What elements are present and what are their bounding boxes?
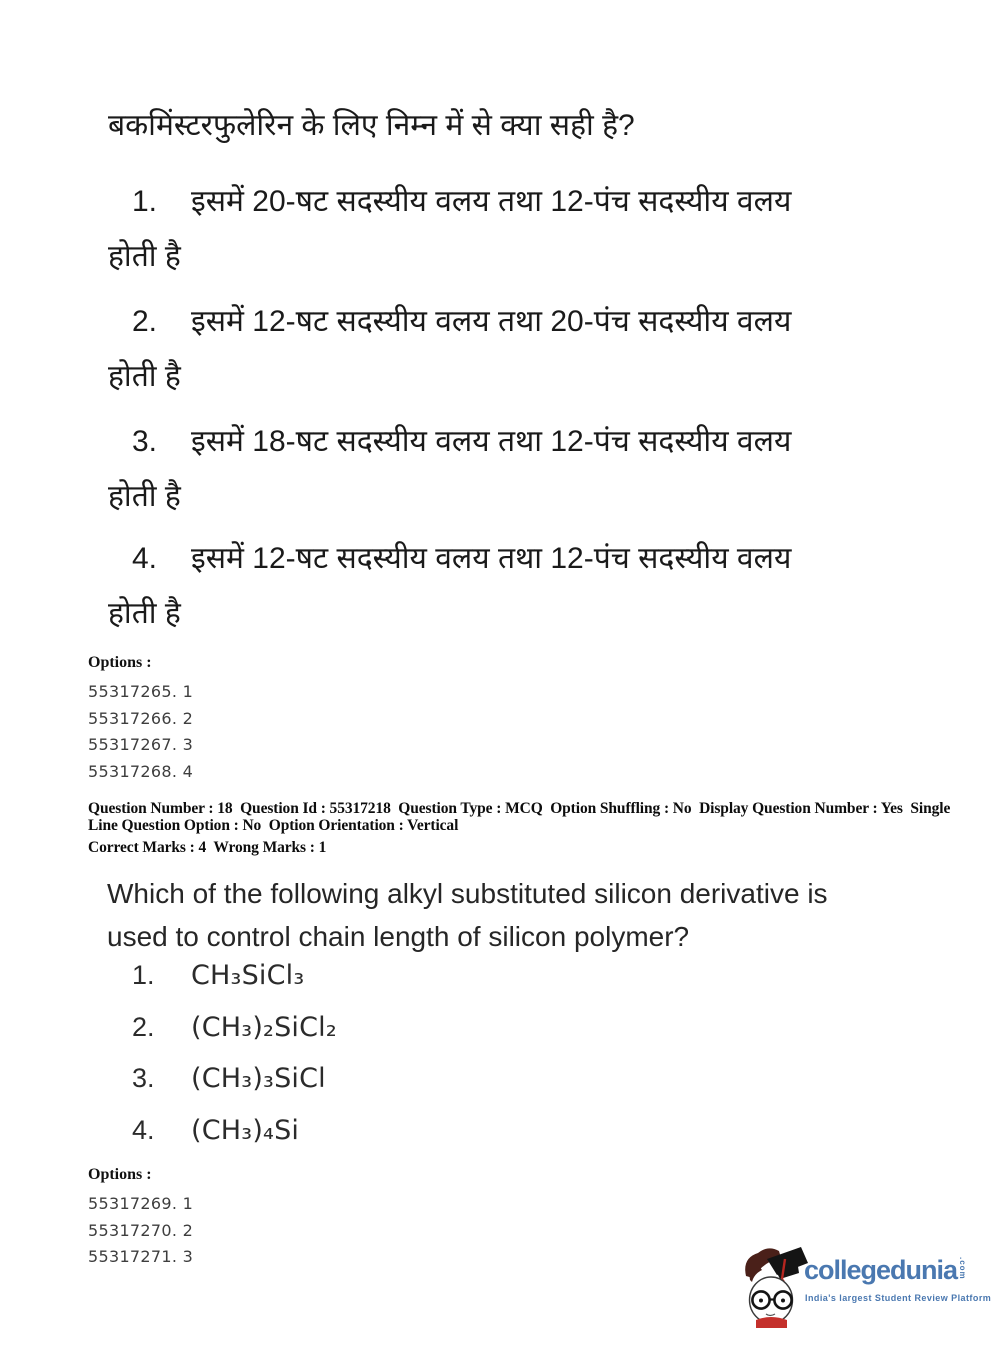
collegedunia-mascot-icon (742, 1244, 808, 1328)
option-text-continued: होती है (108, 480, 181, 513)
option-number: 2. (132, 1011, 155, 1042)
q18-option-4 (108, 1115, 608, 1167)
option-number: 1. (132, 185, 158, 218)
option-number: 4. (132, 542, 158, 575)
q17-option-1 (108, 182, 878, 277)
q18-option-3 (108, 1063, 608, 1115)
metadata-line: Line Question Option : No Option Orientation : Vertical (88, 816, 459, 834)
collegedunia-logo (742, 1244, 992, 1332)
option-text: इसमें 12-षट सदस्यीय वलय तथा 20-पंच सदस्यीय वलय (191, 305, 792, 338)
collegedunia-wordmark: collegedunia (804, 1255, 958, 1285)
chemical-formula: CH₃SiCl₃ (191, 960, 305, 991)
question-line: used to control chain length of silicon polymer? (107, 921, 690, 952)
collegedunia-dotcom-suffix: .com (958, 1257, 968, 1280)
option-id: 55317267. 3 (88, 735, 194, 754)
option-id: 55317271. 3 (88, 1247, 194, 1266)
option-text: इसमें 20-षट सदस्यीय वलय तथा 12-पंच सदस्यीय वलय (191, 185, 792, 218)
question-line: Which of the following alkyl substituted silicon derivative is (107, 878, 828, 909)
question-17-text: बकमिंस्टरफुलेरिन के लिए निम्न में से क्या सही है? (108, 109, 635, 142)
question-18-metadata (88, 801, 968, 857)
q17-option-3 (108, 422, 878, 517)
metadata-marks-line: Correct Marks : 4 Wrong Marks : 1 (88, 839, 327, 856)
options-label: Options : (88, 654, 152, 671)
q18-option-ids-block (88, 1166, 193, 1271)
option-text-continued: होती है (108, 240, 181, 273)
collegedunia-tagline: India's largest Student Review Platform (805, 1293, 992, 1303)
option-id: 55317268. 4 (88, 761, 194, 781)
option-text-continued: होती है (108, 597, 181, 630)
metadata-line: Question Number : 18 Question Id : 55317218 Question Type : MCQ Option Shuffling : No Display Question Number : Yes Single (88, 800, 951, 817)
chemical-formula: (CH₃)₃SiCl (191, 1063, 326, 1094)
q18-option-1 (108, 960, 608, 1012)
option-id: 55317270. 2 (88, 1220, 194, 1240)
option-text: इसमें 12-षट सदस्यीय वलय तथा 12-पंच सदस्यीय वलय (191, 542, 792, 575)
option-number: 4. (132, 1114, 155, 1145)
q18-options-list (108, 960, 608, 1166)
option-number: 2. (132, 305, 158, 338)
q17-option-ids-block (88, 654, 193, 785)
q17-option-4 (108, 539, 878, 634)
option-id: 55317265. 1 (88, 682, 194, 701)
option-text: इसमें 18-षट सदस्यीय वलय तथा 12-पंच सदस्यीय वलय (191, 425, 792, 458)
option-number: 1. (132, 960, 155, 990)
option-text-continued: होती है (108, 360, 181, 393)
options-label: Options : (88, 1166, 152, 1183)
chemical-formula: (CH₃)₂SiCl₂ (191, 1011, 337, 1043)
option-number: 3. (132, 1063, 155, 1093)
chemical-formula: (CH₃)₄Si (191, 1114, 300, 1146)
question-18-text (107, 872, 897, 958)
option-id: 55317266. 2 (88, 708, 194, 728)
option-id: 55317269. 1 (88, 1194, 194, 1213)
q17-option-2 (108, 302, 878, 397)
q18-option-2 (108, 1012, 608, 1064)
option-number: 3. (132, 425, 158, 458)
